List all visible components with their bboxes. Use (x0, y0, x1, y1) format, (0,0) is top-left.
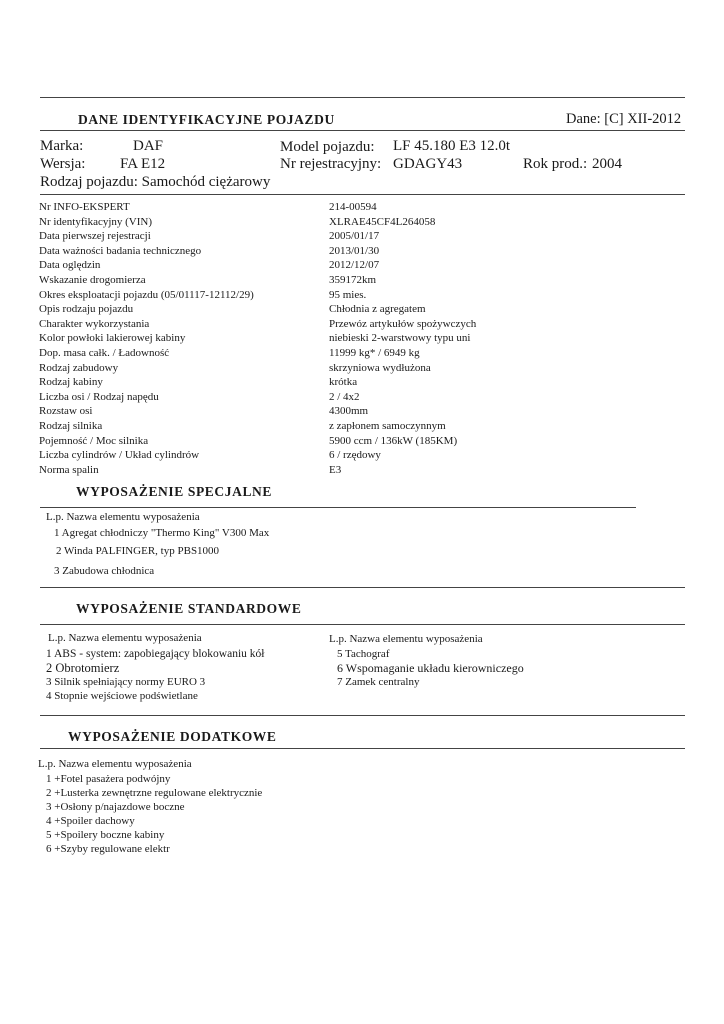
standard-header-left: L.p. Nazwa elementu wyposażenia (48, 632, 202, 644)
standard-bottom-rule (40, 715, 685, 716)
detail-value: 5900 ccm / 136kW (185KM) (329, 434, 458, 447)
detail-value: 2 / 4x2 (329, 390, 360, 403)
detail-value: Przewóz artykułów spożywczych (329, 317, 477, 330)
detail-label: Data oględzin (39, 259, 101, 272)
wersja-value: FA E12 (120, 156, 166, 172)
special-header: L.p. Nazwa elementu wyposażenia (46, 511, 200, 523)
special-bottom-rule (40, 587, 685, 588)
additional-item: 1 +Fotel pasażera podwójny (46, 773, 171, 785)
additional-item: 2 +Lusterka zewnętrzne regulowane elektrycznie (46, 787, 263, 799)
detail-value: 214-00594 (329, 201, 377, 213)
standard-item: 5 Tachograf (337, 648, 390, 660)
standard-item: 4 Stopnie wejściowe podświetlane (46, 690, 198, 702)
detail-label: Data ważności badania technicznego (39, 244, 202, 257)
detail-value: krótka (329, 376, 358, 389)
detail-label: Charakter wykorzystania (39, 317, 150, 330)
special-rule (40, 507, 636, 508)
document-title: DANE IDENTYFIKACYJNE POJAZDU (78, 112, 335, 127)
standard-item: 3 Silnik spełniający normy EURO 3 (46, 676, 206, 688)
model-value: LF 45.180 E3 12.0t (393, 138, 511, 154)
detail-value: 11999 kg* / 6949 kg (329, 346, 420, 359)
detail-value: XLRAE45CF4L264058 (329, 215, 436, 228)
additional-header: L.p. Nazwa elementu wyposażenia (38, 758, 192, 770)
additional-item: 3 +Osłony p/najazdowe boczne (46, 801, 185, 813)
additional-rule (40, 748, 685, 749)
header-bottom-rule (40, 194, 685, 195)
detail-label: Wskazanie drogomierza (39, 273, 146, 286)
detail-value: 2005/01/17 (329, 230, 380, 243)
nrrej-value: GDAGY43 (393, 156, 463, 172)
detail-value: 2013/01/30 (329, 244, 380, 257)
detail-label: Liczba cylindrów / Układ cylindrów (39, 449, 200, 462)
detail-label: Rodzaj kabiny (39, 376, 103, 389)
detail-value: skrzyniowa wydłużona (329, 361, 431, 374)
standard-item: 6 Wspomaganie układu kierowniczego (337, 661, 524, 675)
details-values (329, 200, 476, 477)
detail-label: Nr INFO-EKSPERT (39, 201, 130, 213)
detail-label: Opis rodzaju pojazdu (39, 303, 134, 316)
standard-item: 2 Obrotomierz (46, 661, 120, 675)
nrrej-label: Nr rejestracyjny: (280, 156, 382, 172)
detail-label: Liczba osi / Rodzaj napędu (39, 390, 159, 403)
title-rule (40, 130, 685, 131)
detail-value: 2012/12/07 (329, 259, 380, 272)
detail-label: Norma spalin (39, 463, 99, 476)
standard-item: 7 Zamek centralny (337, 676, 420, 688)
detail-label: Kolor powłoki lakierowej kabiny (39, 332, 186, 345)
additional-item: 6 +Szyby regulowane elektr (46, 843, 170, 855)
special-title: WYPOSAŻENIE SPECJALNE (76, 484, 273, 499)
detail-label: Pojemność / Moc silnika (39, 434, 149, 447)
special-item: 2 Winda PALFINGER, typ PBS1000 (56, 545, 220, 557)
special-item: 1 Agregat chłodniczy "Thermo King" V300 Max (54, 527, 270, 539)
rodzaj-pojazdu: Rodzaj pojazdu: Samochód ciężarowy (40, 174, 271, 190)
wersja-label: Wersja: (40, 156, 86, 172)
standard-item: 1 ABS - system: zapobiegający blokowaniu kół (46, 648, 265, 660)
standard-left-list (46, 647, 264, 703)
detail-value: 6 / rzędowy (329, 449, 381, 462)
detail-label: Okres eksploatacji pojazdu (05/01117-12112/29) (39, 288, 254, 301)
marka-value: DAF (133, 138, 164, 154)
detail-label: Nr identyfikacyjny (VIN) (39, 215, 153, 228)
special-item: 3 Zabudowa chłodnica (54, 565, 155, 577)
detail-label: Rozstaw osi (39, 405, 93, 418)
detail-label: Dop. masa całk. / Ładowność (39, 346, 170, 359)
detail-label: Rodzaj zabudowy (39, 361, 119, 374)
detail-label: Data pierwszej rejestracji (39, 230, 151, 243)
standard-header-right: L.p. Nazwa elementu wyposażenia (329, 633, 483, 645)
model-label: Model pojazdu: (280, 139, 375, 155)
rok-label: Rok prod.: (523, 156, 588, 172)
detail-value: 95 mies. (329, 288, 367, 301)
standard-title: WYPOSAŻENIE STANDARDOWE (76, 601, 302, 616)
additional-title: WYPOSAŻENIE DODATKOWE (68, 729, 277, 744)
top-rule (40, 97, 685, 98)
detail-label: Rodzaj silnika (39, 419, 103, 432)
detail-value: E3 (329, 463, 342, 476)
detail-value: Chłodnia z agregatem (329, 303, 426, 316)
detail-value: z zapłonem samoczynnym (329, 419, 446, 432)
additional-item: 5 +Spoilery boczne kabiny (46, 829, 165, 841)
data-date: Dane: [C] XII-2012 (566, 111, 682, 127)
detail-value: 4300mm (329, 405, 369, 418)
detail-value: niebieski 2-warstwowy typu uni (329, 332, 471, 345)
detail-value: 359172km (329, 273, 377, 286)
additional-item: 4 +Spoiler dachowy (46, 815, 135, 827)
standard-right-list (337, 647, 524, 689)
marka-label: Marka: (40, 138, 84, 154)
additional-list (46, 772, 262, 856)
details-labels (39, 200, 254, 477)
rok-value: 2004 (592, 156, 622, 172)
standard-rule (40, 624, 685, 625)
